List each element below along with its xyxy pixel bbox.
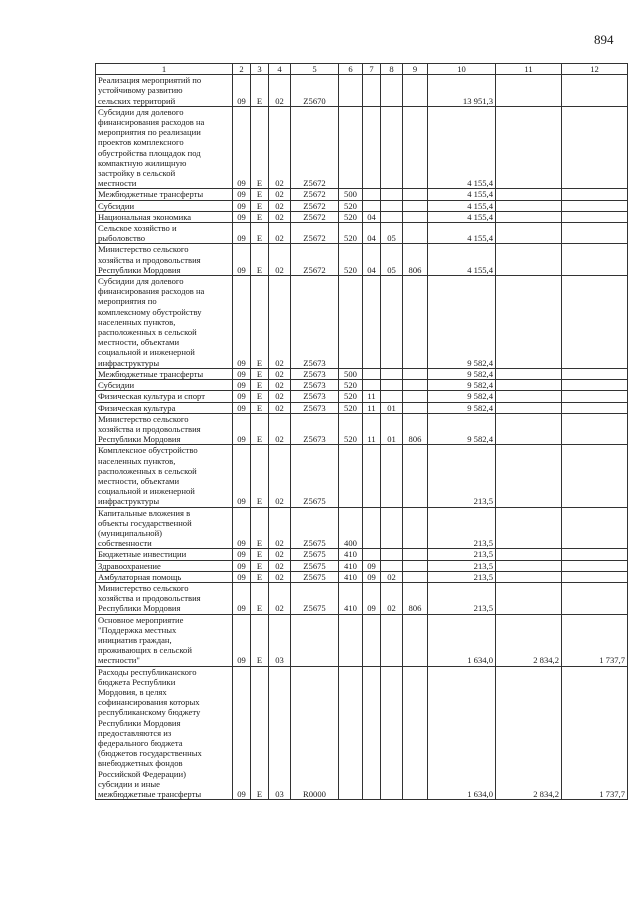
row-cell-col-12 — [562, 244, 628, 276]
row-cell-col-4: 02 — [269, 445, 291, 507]
row-name-cell: Межбюджетные трансферты — [96, 368, 233, 379]
row-cell-col-11 — [496, 402, 562, 413]
row-cell-col-11 — [496, 106, 562, 189]
row-cell-col-7 — [363, 380, 381, 391]
table-row — [96, 445, 628, 507]
row-cell-col-6: 520 — [339, 200, 363, 211]
table-row — [96, 211, 628, 222]
row-cell-col-11 — [496, 445, 562, 507]
row-cell-col-2: 09 — [233, 445, 251, 507]
table-row — [96, 200, 628, 211]
row-cell-col-9 — [403, 189, 428, 200]
row-cell-col-4: 03 — [269, 666, 291, 800]
row-cell-col-7 — [363, 106, 381, 189]
row-name-cell: Сельское хозяйство и рыболовство — [96, 223, 233, 244]
table-row — [96, 666, 628, 800]
row-cell-col-2: 09 — [233, 380, 251, 391]
table-row — [96, 614, 628, 666]
row-cell-col-11 — [496, 507, 562, 549]
row-cell-col-9 — [403, 507, 428, 549]
row-cell-col-12 — [562, 582, 628, 614]
row-cell-col-12: 1 737,7 — [562, 614, 628, 666]
row-cell-col-6: 520 — [339, 380, 363, 391]
row-cell-col-10: 4 155,4 — [428, 189, 496, 200]
row-cell-col-2: 09 — [233, 244, 251, 276]
row-cell-col-11 — [496, 223, 562, 244]
table-row — [96, 413, 628, 445]
row-cell-col-3: Е — [251, 223, 269, 244]
row-cell-col-9: 806 — [403, 244, 428, 276]
row-cell-col-2: 09 — [233, 106, 251, 189]
row-cell-col-5: Z5675 — [291, 560, 339, 571]
row-cell-col-4: 02 — [269, 582, 291, 614]
row-cell-col-7: 11 — [363, 391, 381, 402]
row-cell-col-11: 2 834,2 — [496, 614, 562, 666]
row-cell-col-9 — [403, 276, 428, 369]
row-cell-col-3: Е — [251, 666, 269, 800]
row-cell-col-6: 410 — [339, 560, 363, 571]
row-cell-col-3: Е — [251, 391, 269, 402]
row-cell-col-3: Е — [251, 244, 269, 276]
row-name-cell: Субсидии для долевого финансирования расходов на мероприятия по реализации проектов комплексного обустройства площадок под компактную жилищную застройку в сельской местности — [96, 106, 233, 189]
row-cell-col-12 — [562, 571, 628, 582]
row-cell-col-4: 02 — [269, 549, 291, 560]
row-cell-col-11 — [496, 560, 562, 571]
row-name-cell: Амбулаторная помощь — [96, 571, 233, 582]
table-row — [96, 75, 628, 107]
row-cell-col-12 — [562, 413, 628, 445]
row-cell-col-11 — [496, 200, 562, 211]
row-cell-col-2: 09 — [233, 413, 251, 445]
row-cell-col-2: 09 — [233, 402, 251, 413]
row-cell-col-9 — [403, 75, 428, 107]
row-cell-col-8: 05 — [381, 223, 403, 244]
row-cell-col-2: 09 — [233, 571, 251, 582]
row-cell-col-3: Е — [251, 75, 269, 107]
row-cell-col-4: 02 — [269, 368, 291, 379]
row-name-cell: Комплексное обустройство населенных пунктов, расположенных в сельской местности, объектами социальной и инженерной инфраструктуры — [96, 445, 233, 507]
row-cell-col-8 — [381, 380, 403, 391]
row-cell-col-7: 11 — [363, 413, 381, 445]
row-cell-col-3: Е — [251, 507, 269, 549]
row-cell-col-12 — [562, 402, 628, 413]
table-row — [96, 402, 628, 413]
row-cell-col-7 — [363, 200, 381, 211]
row-cell-col-6: 410 — [339, 571, 363, 582]
row-cell-col-7: 09 — [363, 582, 381, 614]
row-cell-col-12: 1 737,7 — [562, 666, 628, 800]
column-header-3: 3 — [251, 64, 269, 75]
row-cell-col-9 — [403, 560, 428, 571]
row-cell-col-4: 02 — [269, 75, 291, 107]
row-cell-col-5: Z5672 — [291, 106, 339, 189]
table-row — [96, 549, 628, 560]
table-row — [96, 106, 628, 189]
row-cell-col-6: 500 — [339, 368, 363, 379]
row-cell-col-5: R0000 — [291, 666, 339, 800]
table-row — [96, 560, 628, 571]
row-cell-col-2: 09 — [233, 666, 251, 800]
row-cell-col-4: 02 — [269, 189, 291, 200]
table-row — [96, 368, 628, 379]
row-cell-col-8 — [381, 189, 403, 200]
row-cell-col-10: 9 582,4 — [428, 380, 496, 391]
row-cell-col-5: Z5672 — [291, 223, 339, 244]
row-cell-col-5: Z5672 — [291, 189, 339, 200]
column-header-1: 1 — [96, 64, 233, 75]
row-name-cell: Субсидии — [96, 380, 233, 391]
row-cell-col-7: 09 — [363, 560, 381, 571]
row-cell-col-6 — [339, 614, 363, 666]
row-cell-col-10: 213,5 — [428, 571, 496, 582]
row-cell-col-9 — [403, 200, 428, 211]
row-cell-col-11 — [496, 368, 562, 379]
row-cell-col-11 — [496, 380, 562, 391]
row-cell-col-2: 09 — [233, 200, 251, 211]
row-cell-col-2: 09 — [233, 368, 251, 379]
row-cell-col-4: 02 — [269, 391, 291, 402]
row-cell-col-7 — [363, 368, 381, 379]
budget-table — [95, 63, 628, 800]
row-cell-col-7 — [363, 276, 381, 369]
row-cell-col-6 — [339, 666, 363, 800]
row-cell-col-12 — [562, 560, 628, 571]
row-cell-col-6: 520 — [339, 223, 363, 244]
row-cell-col-7: 04 — [363, 211, 381, 222]
row-cell-col-3: Е — [251, 549, 269, 560]
row-cell-col-12 — [562, 276, 628, 369]
row-cell-col-10: 9 582,4 — [428, 391, 496, 402]
row-cell-col-5: Z5675 — [291, 582, 339, 614]
row-name-cell: Основное мероприятие "Поддержка местных инициатив граждан, проживающих в сельской местности" — [96, 614, 233, 666]
row-name-cell: Министерство сельского хозяйства и продовольствия Республики Мордовия — [96, 244, 233, 276]
row-cell-col-8 — [381, 276, 403, 369]
row-cell-col-2: 09 — [233, 276, 251, 369]
row-cell-col-7: 09 — [363, 571, 381, 582]
row-cell-col-8 — [381, 75, 403, 107]
row-cell-col-4: 02 — [269, 276, 291, 369]
row-cell-col-3: Е — [251, 189, 269, 200]
row-cell-col-10: 213,5 — [428, 560, 496, 571]
row-cell-col-12 — [562, 380, 628, 391]
row-name-cell: Субсидии для долевого финансирования расходов на мероприятия по комплексному обустройству населенных пунктов, расположенных в сельской местности, объектами социальной и инженерной инфраструктуры — [96, 276, 233, 369]
row-name-cell: Межбюджетные трансферты — [96, 189, 233, 200]
row-cell-col-10: 213,5 — [428, 549, 496, 560]
column-header-12: 12 — [562, 64, 628, 75]
row-cell-col-6: 400 — [339, 507, 363, 549]
row-cell-col-8 — [381, 200, 403, 211]
row-cell-col-5: Z5675 — [291, 571, 339, 582]
row-cell-col-12 — [562, 445, 628, 507]
row-cell-col-10: 4 155,4 — [428, 200, 496, 211]
row-cell-col-5: Z5670 — [291, 75, 339, 107]
row-cell-col-10: 9 582,4 — [428, 402, 496, 413]
row-name-cell: Субсидии — [96, 200, 233, 211]
row-cell-col-3: Е — [251, 582, 269, 614]
table-row — [96, 223, 628, 244]
row-cell-col-3: Е — [251, 614, 269, 666]
row-cell-col-12 — [562, 507, 628, 549]
row-cell-col-9 — [403, 391, 428, 402]
row-cell-col-12 — [562, 391, 628, 402]
table-row — [96, 582, 628, 614]
row-cell-col-5: Z5673 — [291, 276, 339, 369]
row-cell-col-3: Е — [251, 106, 269, 189]
row-cell-col-5: Z5673 — [291, 413, 339, 445]
row-cell-col-6 — [339, 276, 363, 369]
row-cell-col-4: 02 — [269, 244, 291, 276]
row-cell-col-4: 02 — [269, 380, 291, 391]
row-cell-col-12 — [562, 368, 628, 379]
column-header-8: 8 — [381, 64, 403, 75]
column-header-9: 9 — [403, 64, 428, 75]
row-cell-col-7: 04 — [363, 244, 381, 276]
table-row — [96, 244, 628, 276]
row-cell-col-5: Z5673 — [291, 368, 339, 379]
row-cell-col-5 — [291, 614, 339, 666]
row-cell-col-3: Е — [251, 368, 269, 379]
row-cell-col-7 — [363, 445, 381, 507]
column-header-4: 4 — [269, 64, 291, 75]
row-cell-col-6: 520 — [339, 211, 363, 222]
row-cell-col-8 — [381, 560, 403, 571]
row-cell-col-2: 09 — [233, 549, 251, 560]
row-cell-col-6: 500 — [339, 189, 363, 200]
row-cell-col-2: 09 — [233, 211, 251, 222]
row-cell-col-4: 02 — [269, 507, 291, 549]
row-cell-col-2: 09 — [233, 582, 251, 614]
row-cell-col-4: 03 — [269, 614, 291, 666]
page-number: 894 — [594, 32, 614, 47]
row-cell-col-5: Z5672 — [291, 211, 339, 222]
row-name-cell: Министерство сельского хозяйства и продовольствия Республики Мордовия — [96, 413, 233, 445]
row-cell-col-7 — [363, 189, 381, 200]
row-cell-col-9 — [403, 614, 428, 666]
row-cell-col-8 — [381, 106, 403, 189]
row-cell-col-10: 213,5 — [428, 507, 496, 549]
row-name-cell: Расходы республиканского бюджета Республики Мордовия, в целях софинансирования которых республиканскому бюджету Республики Мордовия предоставляются из федерального бюджета (бюджетов государственных внебюджетных фондов Российской Федерации) субсидии и иные межбюджетные трансферты — [96, 666, 233, 800]
row-cell-col-11 — [496, 391, 562, 402]
table-row — [96, 189, 628, 200]
column-header-6: 6 — [339, 64, 363, 75]
row-cell-col-8 — [381, 211, 403, 222]
row-cell-col-7: 11 — [363, 402, 381, 413]
row-name-cell: Национальная экономика — [96, 211, 233, 222]
row-cell-col-6 — [339, 445, 363, 507]
row-name-cell: Физическая культура — [96, 402, 233, 413]
row-name-cell: Бюджетные инвестиции — [96, 549, 233, 560]
row-cell-col-11 — [496, 75, 562, 107]
row-cell-col-5: Z5675 — [291, 507, 339, 549]
row-cell-col-2: 09 — [233, 189, 251, 200]
row-cell-col-9 — [403, 402, 428, 413]
column-header-10: 10 — [428, 64, 496, 75]
row-cell-col-6: 410 — [339, 582, 363, 614]
row-cell-col-10: 13 951,3 — [428, 75, 496, 107]
row-cell-col-12 — [562, 549, 628, 560]
row-cell-col-5: Z5673 — [291, 402, 339, 413]
row-cell-col-11 — [496, 413, 562, 445]
column-header-11: 11 — [496, 64, 562, 75]
row-cell-col-8: 05 — [381, 244, 403, 276]
row-cell-col-10: 9 582,4 — [428, 413, 496, 445]
row-cell-col-11 — [496, 244, 562, 276]
row-cell-col-10: 9 582,4 — [428, 368, 496, 379]
row-cell-col-8 — [381, 507, 403, 549]
row-cell-col-10: 213,5 — [428, 582, 496, 614]
row-cell-col-4: 02 — [269, 560, 291, 571]
row-cell-col-5: Z5675 — [291, 549, 339, 560]
row-cell-col-10: 4 155,4 — [428, 244, 496, 276]
row-cell-col-11 — [496, 276, 562, 369]
row-cell-col-7 — [363, 75, 381, 107]
row-cell-col-10: 4 155,4 — [428, 211, 496, 222]
row-cell-col-3: Е — [251, 402, 269, 413]
row-cell-col-10: 9 582,4 — [428, 276, 496, 369]
row-cell-col-2: 09 — [233, 391, 251, 402]
row-cell-col-9 — [403, 571, 428, 582]
row-cell-col-2: 09 — [233, 75, 251, 107]
table-row — [96, 276, 628, 369]
row-cell-col-11: 2 834,2 — [496, 666, 562, 800]
column-header-7: 7 — [363, 64, 381, 75]
row-cell-col-5: Z5672 — [291, 244, 339, 276]
row-cell-col-4: 02 — [269, 402, 291, 413]
row-cell-col-3: Е — [251, 380, 269, 391]
row-cell-col-6: 520 — [339, 391, 363, 402]
row-cell-col-4: 02 — [269, 200, 291, 211]
row-cell-col-9 — [403, 380, 428, 391]
row-cell-col-12 — [562, 75, 628, 107]
row-cell-col-11 — [496, 582, 562, 614]
row-cell-col-9: 806 — [403, 582, 428, 614]
row-cell-col-2: 09 — [233, 560, 251, 571]
row-cell-col-8 — [381, 391, 403, 402]
row-cell-col-3: Е — [251, 200, 269, 211]
row-cell-col-4: 02 — [269, 223, 291, 244]
row-name-cell: Физическая культура и спорт — [96, 391, 233, 402]
row-cell-col-7 — [363, 614, 381, 666]
row-cell-col-4: 02 — [269, 413, 291, 445]
row-cell-col-6: 520 — [339, 402, 363, 413]
row-cell-col-9 — [403, 549, 428, 560]
row-cell-col-9 — [403, 368, 428, 379]
row-cell-col-7: 04 — [363, 223, 381, 244]
row-cell-col-8 — [381, 368, 403, 379]
row-cell-col-5: Z5675 — [291, 445, 339, 507]
row-cell-col-8 — [381, 666, 403, 800]
table-row — [96, 380, 628, 391]
row-cell-col-7 — [363, 507, 381, 549]
row-cell-col-8 — [381, 614, 403, 666]
row-cell-col-4: 02 — [269, 211, 291, 222]
row-cell-col-12 — [562, 200, 628, 211]
row-cell-col-8: 01 — [381, 402, 403, 413]
row-cell-col-5: Z5673 — [291, 380, 339, 391]
row-cell-col-2: 09 — [233, 614, 251, 666]
row-cell-col-11 — [496, 571, 562, 582]
table-row — [96, 571, 628, 582]
table-header-row — [96, 64, 628, 75]
row-name-cell: Реализация мероприятий по устойчивому развитию сельских территорий — [96, 75, 233, 107]
column-header-2: 2 — [233, 64, 251, 75]
column-header-5: 5 — [291, 64, 339, 75]
table-row — [96, 391, 628, 402]
row-cell-col-8 — [381, 445, 403, 507]
row-cell-col-10: 213,5 — [428, 445, 496, 507]
row-cell-col-10: 1 634,0 — [428, 666, 496, 800]
row-name-cell: Капитальные вложения в объекты государственной (муниципальной) собственности — [96, 507, 233, 549]
row-cell-col-9 — [403, 106, 428, 189]
row-cell-col-9 — [403, 666, 428, 800]
row-cell-col-3: Е — [251, 276, 269, 369]
row-cell-col-6: 520 — [339, 413, 363, 445]
row-cell-col-11 — [496, 549, 562, 560]
row-cell-col-12 — [562, 106, 628, 189]
row-cell-col-8: 02 — [381, 571, 403, 582]
row-cell-col-9 — [403, 445, 428, 507]
row-cell-col-9 — [403, 223, 428, 244]
row-cell-col-2: 09 — [233, 507, 251, 549]
row-cell-col-5: Z5673 — [291, 391, 339, 402]
row-cell-col-10: 4 155,4 — [428, 223, 496, 244]
row-cell-col-9: 806 — [403, 413, 428, 445]
row-cell-col-8: 02 — [381, 582, 403, 614]
row-cell-col-7 — [363, 666, 381, 800]
row-cell-col-5: Z5672 — [291, 200, 339, 211]
row-cell-col-8 — [381, 549, 403, 560]
row-name-cell: Здравоохранение — [96, 560, 233, 571]
row-cell-col-7 — [363, 549, 381, 560]
row-cell-col-12 — [562, 211, 628, 222]
row-cell-col-2: 09 — [233, 223, 251, 244]
row-cell-col-6 — [339, 75, 363, 107]
row-cell-col-6: 520 — [339, 244, 363, 276]
row-cell-col-3: Е — [251, 560, 269, 571]
row-cell-col-12 — [562, 223, 628, 244]
row-cell-col-6 — [339, 106, 363, 189]
row-cell-col-4: 02 — [269, 571, 291, 582]
row-cell-col-3: Е — [251, 413, 269, 445]
row-cell-col-10: 4 155,4 — [428, 106, 496, 189]
row-name-cell: Министерство сельского хозяйства и продовольствия Республики Мордовия — [96, 582, 233, 614]
row-cell-col-9 — [403, 211, 428, 222]
row-cell-col-11 — [496, 189, 562, 200]
row-cell-col-6: 410 — [339, 549, 363, 560]
row-cell-col-12 — [562, 189, 628, 200]
row-cell-col-4: 02 — [269, 106, 291, 189]
row-cell-col-11 — [496, 211, 562, 222]
row-cell-col-8: 01 — [381, 413, 403, 445]
row-cell-col-3: Е — [251, 445, 269, 507]
row-cell-col-3: Е — [251, 571, 269, 582]
row-cell-col-3: Е — [251, 211, 269, 222]
table-row — [96, 507, 628, 549]
row-cell-col-10: 1 634,0 — [428, 614, 496, 666]
